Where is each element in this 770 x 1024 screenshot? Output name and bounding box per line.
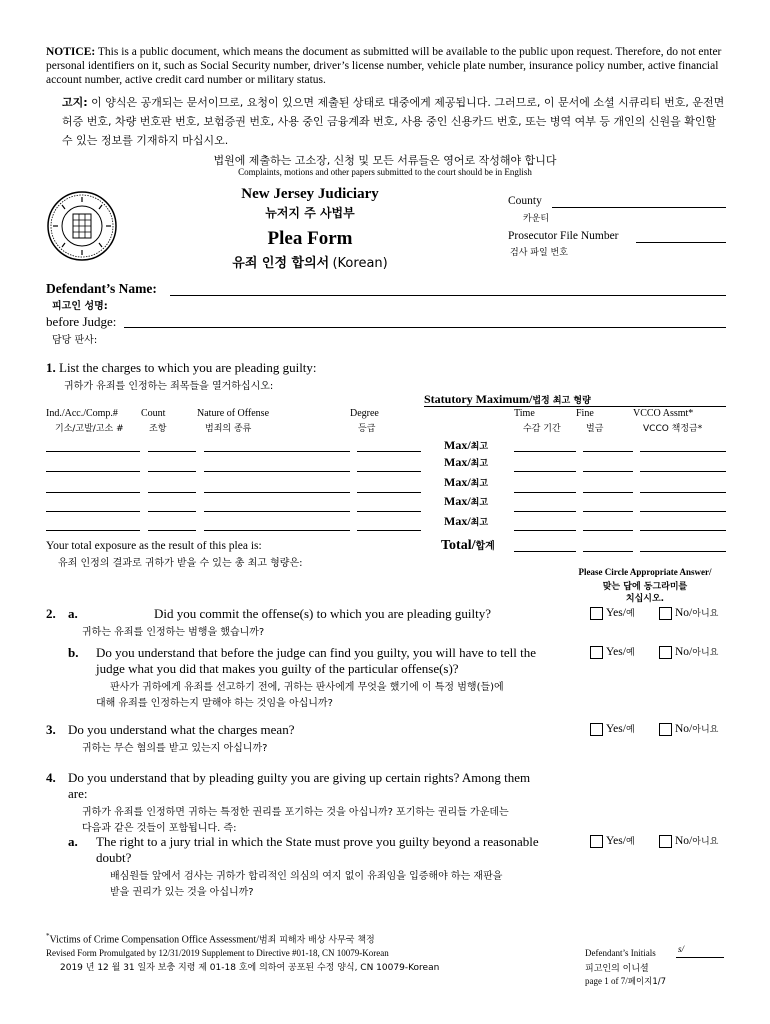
max-label: Max/	[444, 494, 471, 508]
charge-row-5-nature-field[interactable]	[204, 530, 350, 531]
yes-label: Yes/	[606, 723, 626, 735]
charge-row-3-max-label	[444, 475, 488, 490]
q4-question-korean-1: 귀하가 유죄를 인정하면 귀하는 특정한 권리를 포기하는 것을 아십니까? 포기하는 권리들 가운데는	[82, 807, 509, 818]
no-label: No/	[675, 723, 693, 735]
q4a-letter: a.	[68, 834, 78, 849]
statutory-max-label-korean: 법정 최고 형량	[532, 396, 591, 406]
col-nature-header: Nature of Offense	[197, 408, 270, 419]
q4-question-line-2: are:	[68, 786, 88, 801]
q2a-yes-checkbox[interactable]	[590, 607, 603, 620]
defendant-name-label: Defendant’s Name:	[46, 281, 157, 296]
q4a-question-line-1: The right to a jury trial in which the State must prove you guilty beyond a reasonable	[96, 834, 539, 849]
charge-row-1-nature-field[interactable]	[204, 451, 350, 452]
notice-label: NOTICE:	[46, 46, 96, 58]
charge-row-1-time-field[interactable]	[514, 451, 576, 452]
q1-text	[46, 360, 317, 376]
charge-row-5-max-label	[444, 514, 488, 529]
revised-form-note: Revised Form Promulgated by 12/31/2019 Supplement to Directive #01-18, CN 10079-Korean	[46, 948, 389, 958]
q4a-question-line-2: doubt?	[96, 850, 132, 865]
charge-row-1-degree-field[interactable]	[357, 451, 421, 452]
total-label	[441, 537, 495, 554]
q4a-yes-checkbox[interactable]	[590, 835, 603, 848]
yes-label-korean: 예	[625, 837, 635, 847]
notice-label-korean: 고지:	[62, 96, 88, 109]
charge-row-2-max-label	[444, 455, 488, 470]
yes-label-korean: 예	[625, 648, 635, 658]
circle-instruction-korean-1: 맞는 답에 동그라미를	[602, 582, 688, 592]
yes-label: Yes/	[606, 646, 626, 658]
col-fine-header: Fine	[576, 408, 594, 419]
charge-row-1-vcco-field[interactable]	[640, 451, 726, 452]
q1-number: 1.	[46, 360, 56, 375]
col-vcco-header: VCCO Assmt*	[633, 408, 694, 419]
charge-row-5-ind-field[interactable]	[46, 530, 140, 531]
q2b-yes-checkbox[interactable]	[590, 646, 603, 659]
initials-field[interactable]	[676, 957, 724, 958]
col-count-header: Count	[141, 408, 166, 419]
max-label-korean: 최고	[470, 518, 489, 528]
charge-row-3-degree-field[interactable]	[357, 492, 421, 493]
initials-label-korean: 피고인의 이니셜	[585, 964, 649, 974]
footnote-text: Victims of Crime Compensation Office Assessment/	[49, 934, 259, 946]
no-label: No/	[675, 607, 693, 619]
q2-number: 2.	[46, 606, 56, 621]
yes-label: Yes/	[606, 835, 626, 847]
charge-row-5-fine-field[interactable]	[583, 530, 633, 531]
charge-row-4-degree-field[interactable]	[357, 511, 421, 512]
col-nature-header-korean: 범죄의 종류	[205, 424, 252, 434]
q2b-question-line-2: judge what you did that makes you guilty of the particular offense(s)?	[96, 661, 459, 676]
yes-label: Yes/	[606, 607, 626, 619]
max-label: Max/	[444, 455, 471, 469]
q2b-no-label	[675, 645, 718, 658]
judge-label: before Judge:	[46, 314, 117, 329]
statutory-max-rule	[424, 406, 726, 407]
charge-row-5-count-field[interactable]	[148, 530, 196, 531]
initials-label: Defendant’s Initials	[585, 948, 656, 958]
q4-question-korean-2: 다음과 같은 것들이 포함됩니다. 즉:	[82, 823, 237, 834]
judiciary-title-korean: 뉴저지 주 사법부	[265, 206, 355, 220]
charge-row-2-ind-field[interactable]	[46, 471, 140, 472]
footnote-text-korean: 범죄 피해자 배상 사무국 책정	[258, 935, 375, 946]
q3-no-checkbox[interactable]	[659, 723, 672, 736]
initials-value: s/	[678, 944, 685, 954]
col-vcco-header-korean: VCCO 책정금*	[643, 424, 703, 434]
footnote-mark: *	[46, 932, 50, 940]
col-ind-header: Ind./Acc./Comp.#	[46, 408, 118, 419]
col-ind-header-korean: 기소/고발/고소 #	[55, 424, 124, 434]
notice-text-korean	[62, 93, 730, 150]
q4-question-line-1: Do you understand that by pleading guilty you are giving up certain rights? Among them	[68, 770, 531, 785]
charge-row-2-fine-field[interactable]	[583, 471, 633, 472]
yes-label-korean: 예	[625, 609, 635, 619]
judge-label-korean: 담당 판사:	[52, 335, 98, 346]
county-field[interactable]	[552, 207, 726, 208]
total-exposure-label: Your total exposure as the result of this plea is:	[46, 540, 262, 552]
charge-row-1-max-label	[444, 438, 488, 453]
q2a-yes-label	[606, 606, 635, 619]
notice-text	[46, 45, 728, 87]
page-number	[585, 975, 666, 987]
no-label-korean: 아니요	[692, 648, 719, 658]
charge-row-3-time-field[interactable]	[514, 492, 576, 493]
charge-row-3-count-field[interactable]	[148, 492, 196, 493]
q2b-question-korean-1: 판사가 귀하에게 유죄를 선고하기 전에, 귀하는 판사에게 무엇을 했기에 이 특정 범행(들)에	[110, 682, 504, 693]
judge-field[interactable]	[124, 327, 726, 328]
charge-row-3-vcco-field[interactable]	[640, 492, 726, 493]
total-vcco-field[interactable]	[640, 551, 726, 552]
charge-row-5-degree-field[interactable]	[357, 530, 421, 531]
total-label-korean: 합계	[475, 541, 495, 552]
no-label-korean: 아니요	[692, 837, 719, 847]
charge-row-3-nature-field[interactable]	[204, 492, 350, 493]
charge-row-1-ind-field[interactable]	[46, 451, 140, 452]
q4a-no-checkbox[interactable]	[659, 835, 672, 848]
footnote	[46, 932, 375, 945]
charge-row-3-ind-field[interactable]	[46, 492, 140, 493]
charge-row-2-time-field[interactable]	[514, 471, 576, 472]
max-label: Max/	[444, 514, 471, 528]
charge-row-4-ind-field[interactable]	[46, 511, 140, 512]
q2a-letter: a.	[68, 606, 78, 621]
max-label-korean: 최고	[470, 442, 489, 452]
col-time-header-korean: 수감 기간	[523, 424, 561, 434]
charge-row-2-degree-field[interactable]	[357, 471, 421, 472]
form-language: (Korean)	[332, 256, 388, 271]
judiciary-title: New Jersey Judiciary	[241, 186, 379, 202]
col-degree-header: Degree	[350, 408, 379, 419]
q1-question: List the charges to which you are pleading guilty:	[59, 360, 317, 375]
q2b-yes-label	[606, 645, 635, 658]
q2a-no-label	[675, 606, 718, 619]
q2a-question-korean: 귀하는 유죄를 인정하는 범행을 했습니까?	[82, 627, 265, 638]
charge-row-4-time-field[interactable]	[514, 511, 576, 512]
q4a-question-korean-2: 받을 권리가 있는 것을 아십니까?	[110, 887, 254, 898]
county-label-korean: 카운티	[523, 214, 550, 224]
q4-number: 4.	[46, 770, 56, 785]
revised-form-note-korean: 2019 년 12 월 31 일자 보충 지령 제 01-18 호에 의하여 공포된 수정 양식, CN 10079-Korean	[60, 963, 440, 973]
no-label: No/	[675, 646, 693, 658]
col-fine-header-korean: 벌금	[586, 424, 604, 434]
english-rule-korean: 법원에 제출하는 고소장, 신청 및 모든 서류들은 영어로 작성해야 합니다	[213, 154, 557, 167]
statutory-max-heading	[424, 392, 591, 407]
col-count-header-korean: 조항	[149, 424, 167, 434]
q2b-no-checkbox[interactable]	[659, 646, 672, 659]
notice-body: This is a public document, which means the document as submitted will be available to the public upon request. Therefore, do not enter personal identifiers on it, such as Social Security number, driver’s license number, vehicle plate number, insurance policy number, active financial account number, active credit card number or military status.	[46, 46, 722, 86]
county-label: County	[508, 195, 542, 207]
q2b-letter: b.	[68, 645, 79, 660]
q3-question-korean: 귀하는 무슨 혐의를 받고 있는지 아십니까?	[82, 743, 268, 754]
no-label-korean: 아니요	[692, 609, 719, 619]
total-fine-field[interactable]	[583, 551, 633, 552]
charge-row-5-vcco-field[interactable]	[640, 530, 726, 531]
q3-no-label	[675, 722, 718, 735]
max-label: Max/	[444, 438, 471, 452]
charge-row-2-nature-field[interactable]	[204, 471, 350, 472]
no-label-korean: 아니요	[692, 725, 719, 735]
charge-row-4-nature-field[interactable]	[204, 511, 350, 512]
notice-body-korean: 이 양식은 공개되는 문서이므로, 요청이 있으면 제출된 상태로 대중에게 제공됩니다. 그러므로, 이 문서에 소셜 시큐리티 번호, 운전면허증 번호, 차량 번호판 번호, 보험증권 번호, 사용 중인 금융계좌 번호, 사용 중인 신용카드 번호, 또는 병역 여부 등 개인의 신원을 확인할 수 있는 정보를 기재하지 마십시오.	[62, 96, 725, 147]
charge-row-5-time-field[interactable]	[514, 530, 576, 531]
page-number-korean: 페이지1/7	[627, 977, 667, 987]
q2b-question-korean-2: 대해 유죄를 인정하는지 말해야 하는 것임을 아십니까?	[96, 698, 333, 709]
q4a-question-korean-1: 배심원들 앞에서 검사는 귀하가 합리적인 의심의 여지 없이 유죄임을 입증해야 하는 재판을	[110, 871, 503, 882]
charge-row-4-count-field[interactable]	[148, 511, 196, 512]
defendant-name-field[interactable]	[170, 295, 726, 296]
col-time-header: Time	[514, 408, 535, 419]
q3-number: 3.	[46, 722, 56, 737]
charge-row-1-count-field[interactable]	[148, 451, 196, 452]
no-label: No/	[675, 835, 693, 847]
form-title: Plea Form	[267, 228, 353, 249]
q2b-question-line-1: Do you understand that before the judge can find you guilty, you will have to tell the	[96, 645, 536, 660]
court-seal-icon	[46, 190, 118, 262]
charge-row-2-vcco-field[interactable]	[640, 471, 726, 472]
total-label-en: Total/	[441, 538, 476, 553]
charge-row-4-max-label	[444, 494, 488, 509]
form-title-korean	[160, 252, 460, 271]
prosecutor-file-label: Prosecutor File Number	[508, 230, 619, 242]
q1-text-korean: 귀하가 유죄를 인정하는 죄목들을 열거하십시오:	[64, 381, 274, 392]
charge-row-3-fine-field[interactable]	[583, 492, 633, 493]
prosecutor-file-field[interactable]	[636, 242, 726, 243]
circle-instruction: Please Circle Appropriate Answer/	[578, 567, 712, 577]
max-label-korean: 최고	[470, 459, 489, 469]
q3-question: Do you understand what the charges mean?	[68, 722, 295, 737]
max-label-korean: 최고	[470, 479, 489, 489]
q2a-no-checkbox[interactable]	[659, 607, 672, 620]
english-rule: Complaints, motions and other papers submitted to the court should be in English	[238, 167, 532, 177]
q2a-question: Did you commit the offense(s) to which you are pleading guilty?	[154, 606, 491, 621]
col-degree-header-korean: 등급	[358, 424, 376, 434]
q3-yes-checkbox[interactable]	[590, 723, 603, 736]
prosecutor-file-label-korean: 검사 파일 번호	[510, 248, 568, 258]
total-exposure-label-korean: 유죄 인정의 결과로 귀하가 받을 수 있는 총 최고 형량은:	[58, 558, 303, 569]
circle-instruction-korean-2: 치십시오.	[625, 594, 665, 604]
max-label: Max/	[444, 475, 471, 489]
charge-row-4-fine-field[interactable]	[583, 511, 633, 512]
total-time-field[interactable]	[514, 551, 576, 552]
statutory-max-label: Statutory Maximum/	[424, 392, 533, 406]
q4a-yes-label	[606, 834, 635, 847]
q4a-no-label	[675, 834, 718, 847]
charge-row-2-count-field[interactable]	[148, 471, 196, 472]
max-label-korean: 최고	[470, 498, 489, 508]
yes-label-korean: 예	[625, 725, 635, 735]
defendant-name-label-korean: 피고인 성명:	[52, 301, 108, 312]
page-number-en: page 1 of 7/	[585, 976, 628, 986]
q3-yes-label	[606, 722, 635, 735]
charge-row-4-vcco-field[interactable]	[640, 511, 726, 512]
form-title-korean-text: 유죄 인정 합의서	[232, 256, 330, 271]
charge-row-1-fine-field[interactable]	[583, 451, 633, 452]
